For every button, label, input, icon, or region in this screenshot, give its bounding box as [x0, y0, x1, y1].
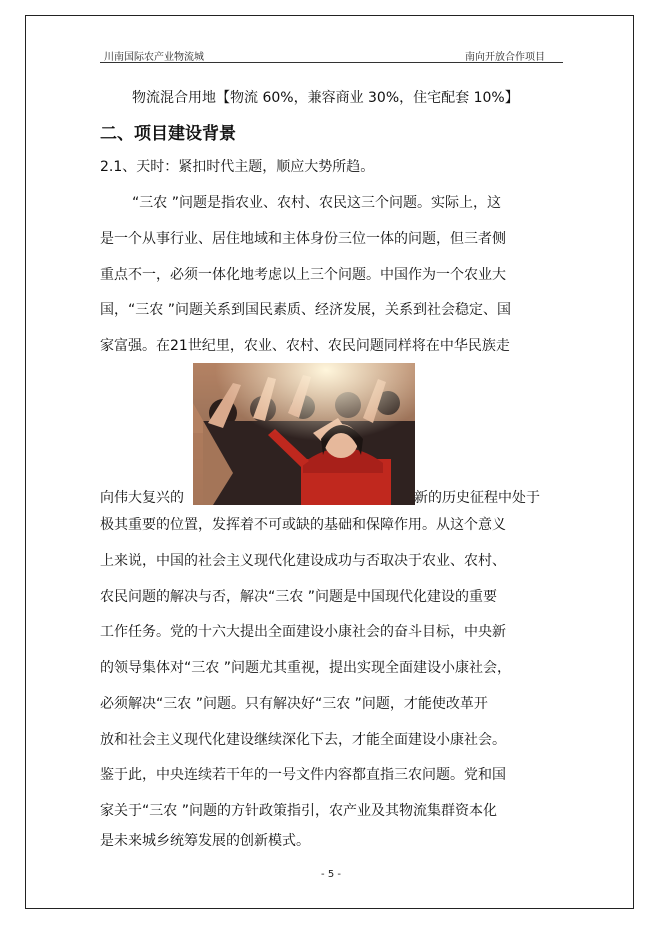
- paragraph-line: 的领导集体对“三农 ”问题尤其重视，提出实现全面建设小康社会，: [100, 660, 511, 676]
- header-project-name: 川南国际农产业物流城: [104, 52, 204, 63]
- paragraph-line: 鉴于此，中央连续若干年的一号文件内容都直指三农问题。党和国: [100, 767, 506, 783]
- paragraph-line: 农民问题的解决与否，解决“三农 ”问题是中国现代化建设的重要: [100, 589, 497, 605]
- paragraph-line: “三农 ”问题是指农业、农村、农民这三个问题。实际上，这: [132, 195, 501, 211]
- paragraph-line: 重点不一，必须一体化地考虑以上三个问题。中国作为一个农业大: [100, 267, 506, 283]
- subsection-heading: 2.1、天时：紧扣时代主题，顺应大势所趋。: [100, 159, 375, 175]
- paragraph-line: 上来说，中国的社会主义现代化建设成功与否取决于农业、农村、: [100, 553, 506, 569]
- paragraph-line-right-of-photo: 新的历史征程中处于: [414, 490, 540, 506]
- paragraph-line-left-of-photo: 向伟大复兴的: [100, 490, 184, 506]
- header-divider: [100, 62, 563, 63]
- header-section-title: 南向开放合作项目: [465, 52, 545, 63]
- paragraph-line: 放和社会主义现代化建设继续深化下去，才能全面建设小康社会。: [100, 732, 506, 748]
- paragraph-line: 是一个从事行业、居住地域和主体身份三位一体的问题，但三者侧: [100, 231, 506, 247]
- paragraph-line: 家关于“三农 ”问题的方针政策指引，农产业及其物流集群资本化: [100, 803, 497, 819]
- paragraph-line: 必须解决“三农 ”问题。只有解决好“三农 ”问题，才能使改革开: [100, 696, 488, 712]
- page-number: - 5 -: [321, 869, 341, 880]
- landuse-line: 物流混合用地【物流 60%，兼容商业 30%，住宅配套 10%】: [132, 90, 519, 106]
- section-heading: 二、项目建设背景: [100, 124, 236, 144]
- paragraph-line: 极其重要的位置，发挥着不可或缺的基础和保障作用。从这个意义: [100, 517, 506, 533]
- paragraph-line: 国，“三农 ”问题关系到国民素质、经济发展，关系到社会稳定、国: [100, 302, 511, 318]
- crowd-raising-hands-photo: [193, 363, 415, 505]
- paragraph-line: 家富强。在21世纪里，农业、农村、农民问题同样将在中华民族走: [100, 338, 510, 354]
- paragraph-line: 是未来城乡统筹发展的创新模式。: [100, 833, 310, 849]
- paragraph-line: 工作任务。党的十六大提出全面建设小康社会的奋斗目标，中央新: [100, 624, 506, 640]
